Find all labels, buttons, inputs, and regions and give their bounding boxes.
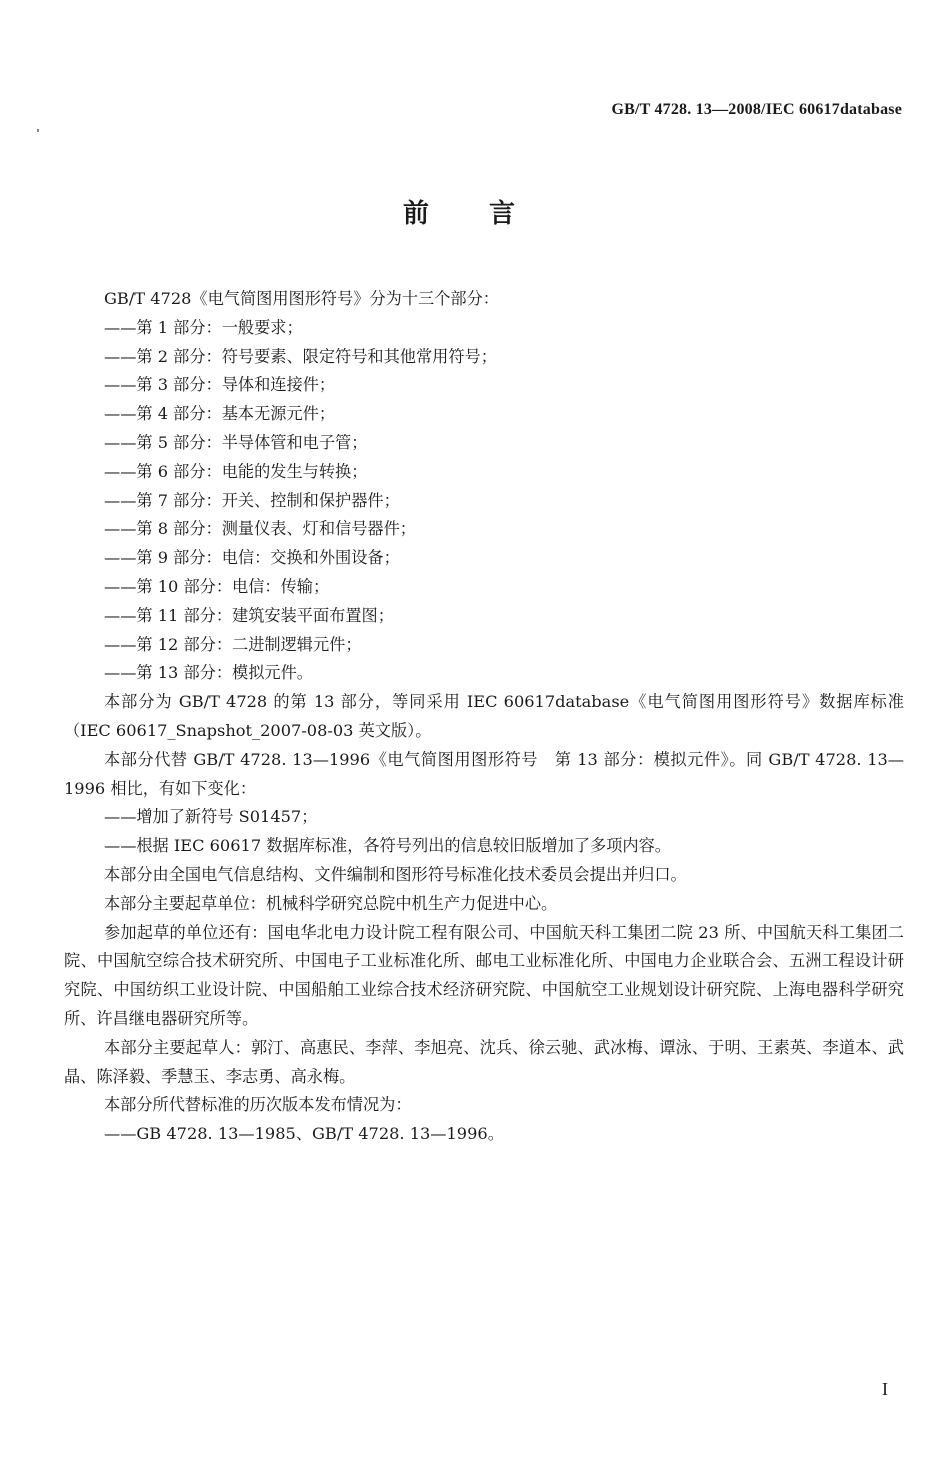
page-number: I <box>882 1379 888 1399</box>
foreword-body <box>64 285 904 1149</box>
main-drafter-unit-paragraph: 本部分主要起草单位：机械科学研究总院中机生产力促进中心。 <box>104 893 558 913</box>
parts-list-item: ——第 4 部分：基本无源元件； <box>104 404 336 424</box>
parts-list-item: ——第 3 部分：导体和连接件； <box>104 375 336 395</box>
parts-list <box>64 314 904 688</box>
change-item: ——根据 IEC 60617 数据库标准，各符号列出的信息较旧版增加了多项内容。 <box>104 836 671 856</box>
standard-code-header: GB/T 4728. 13—2008/IEC 60617database <box>611 101 902 118</box>
change-item: ——增加了新符号 S01457； <box>104 807 318 827</box>
proposer-paragraph: 本部分由全国电气信息结构、文件编制和图形符号标准化技术委员会提出并归口。 <box>104 864 687 884</box>
scan-speck <box>37 129 39 132</box>
parts-list-item: ——第 13 部分：模拟元件。 <box>104 663 313 683</box>
history-intro-paragraph: 本部分所代替标准的历次版本发布情况为： <box>104 1095 412 1115</box>
parts-list-item: ——第 6 部分：电能的发生与转换； <box>104 461 368 481</box>
parts-list-item: ——第 8 部分：测量仪表、灯和信号器件； <box>104 519 416 539</box>
parts-list-item: ——第 12 部分：二进制逻辑元件； <box>104 634 362 654</box>
page-title: 前言 <box>402 199 575 229</box>
parts-list-item: ——第 5 部分：半导体管和电子管； <box>104 432 368 452</box>
parts-list-item: ——第 9 部分：电信：交换和外围设备； <box>104 548 400 568</box>
parts-list-item: ——第 10 部分：电信：传输； <box>104 576 330 596</box>
parts-list-item: ——第 7 部分：开关、控制和保护器件； <box>104 490 400 510</box>
intro-paragraph: GB/T 4728《电气简图用图形符号》分为十三个部分： <box>104 289 499 308</box>
history-item: ——GB 4728. 13—1985、GB/T 4728. 13—1996。 <box>104 1124 504 1144</box>
parts-list-item: ——第 1 部分：一般要求； <box>104 317 303 337</box>
drafters-paragraph: 本部分主要起草人：郭汀、高惠民、李萍、李旭亮、沈兵、徐云驰、武冰梅、谭泳、于明、王素英、李道本、武晶、陈泽毅、季慧玉、李志勇、高永梅。 <box>64 1037 904 1086</box>
parts-list-item: ——第 11 部分：建筑安装平面布置图； <box>104 605 394 625</box>
replacement-paragraph: 本部分代替 GB/T 4728. 13—1996《电气简图用图形符号 第 13 部分：模拟元件》。同 GB/T 4728. 13—1996 相比，有如下变化： <box>64 749 904 798</box>
equivalence-paragraph: 本部分为 GB/T 4728 的第 13 部分，等同采用 IEC 60617database《电气简图用图形符号》数据库标准（IEC 60617_Snapshot_2007-08-03 英文版）。 <box>64 692 904 740</box>
participating-units-paragraph: 参加起草的单位还有：国电华北电力设计院工程有限公司、中国航天科工集团二院 23 所、中国航天科工集团二院、中国航空综合技术研究所、中国电子工业标准化所、邮电工业标准化所、中国电力企业联合会、五洲工程设计研究院、中国纺织工业设计院、中国船舶工业综合技术经济研究院、中国航空工业规划设计研究院、上海电器科学研究所、许昌继电器研究所等。 <box>64 922 904 1028</box>
parts-list-item: ——第 2 部分：符号要素、限定符号和其他常用符号； <box>104 346 497 366</box>
